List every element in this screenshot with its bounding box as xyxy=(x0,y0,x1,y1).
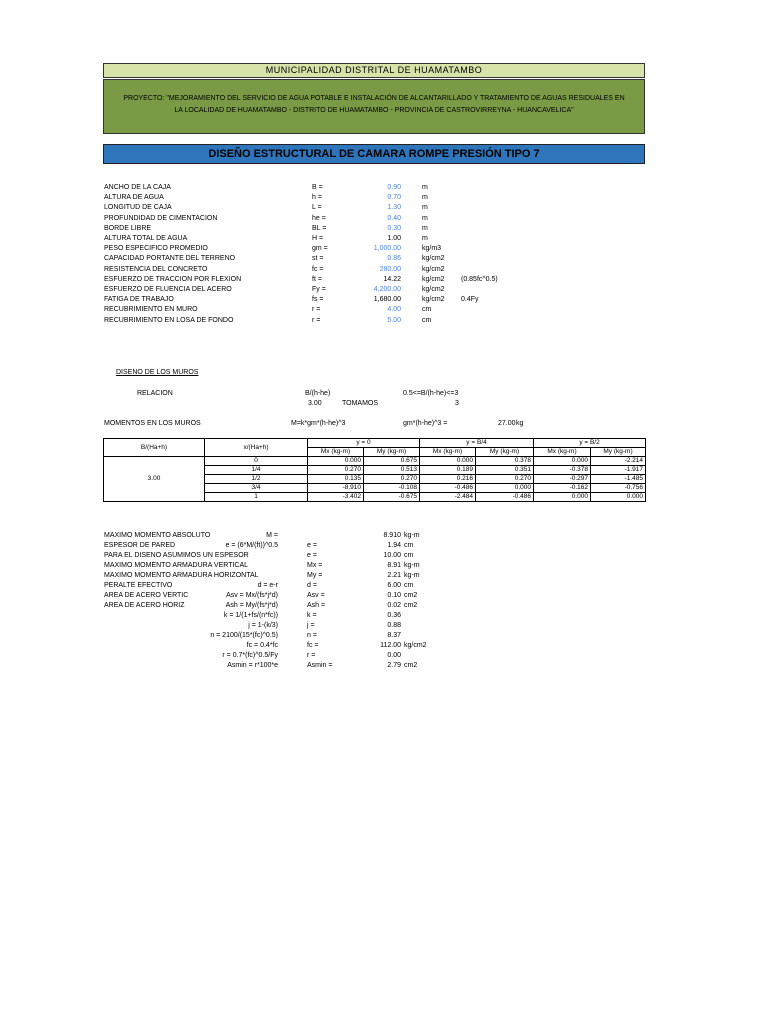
project-line-1: PROYECTO: "MEJORAMIENTO DEL SERVICIO DE AGUA POTABLE E INSTALACIÓN DE ALCANTARILLADO Y TRATAMIENTO DE AGUAS RESIDUALES EN xyxy=(123,95,625,102)
param-label: PESO ESPECIFICO PROMEDIO xyxy=(104,245,208,252)
calc-label: MAXIMO MOMENTO ARMADURA HORIZONTAL xyxy=(104,572,259,579)
param-value: 1.00 xyxy=(387,235,401,242)
relacion-value: 3.00 xyxy=(308,400,322,407)
relacion-label: RELACION xyxy=(137,390,173,397)
param-unit: cm xyxy=(422,317,432,324)
param-label: LONGITUD DE CAJA xyxy=(104,204,172,211)
moment-cell: 0.351 xyxy=(476,466,534,475)
calc-formula: n = 2100/(15*(fc)^0.5) xyxy=(210,632,278,639)
calc-value: 8.910 xyxy=(383,532,401,539)
x-cell: 1/2 xyxy=(205,475,308,484)
param-value: 0.40 xyxy=(387,215,401,222)
moment-cell: 0.270 xyxy=(476,475,534,484)
moment-cell: -0.378 xyxy=(534,466,591,475)
param-value: 0.90 xyxy=(387,184,401,191)
moment-subheader: Mx (kg-m) xyxy=(534,448,591,457)
calc-label: ESPESOR DE PARED xyxy=(104,542,176,549)
param-label: ANCHO DE LA CAJA xyxy=(104,184,171,191)
calc-symbol: Asmin = xyxy=(307,662,333,669)
param-symbol: ft = xyxy=(312,276,322,283)
moment-cell: -0.162 xyxy=(534,484,591,493)
moment-cell: 0.378 xyxy=(476,457,534,466)
param-symbol: r = xyxy=(312,306,321,313)
calc-value: 2.21 xyxy=(387,572,401,579)
moment-cell: -0.486 xyxy=(476,493,534,502)
moments-unit: kg xyxy=(516,420,524,427)
param-symbol: he = xyxy=(312,215,326,222)
param-symbol: fc = xyxy=(312,266,324,273)
moment-cell: 0.000 xyxy=(534,493,591,502)
moment-cell: -0.108 xyxy=(364,484,420,493)
param-symbol: r = xyxy=(312,317,321,324)
col-ratio-header: B/(Ha+h) xyxy=(104,439,205,457)
param-unit: m xyxy=(422,235,428,242)
walls-section-title: DISENO DE LOS MUROS xyxy=(116,369,199,376)
calc-formula: Ash = My/(fs*j*d) xyxy=(225,602,278,609)
moment-subheader: My (kg-m) xyxy=(364,448,420,457)
param-symbol: B = xyxy=(312,184,323,191)
tomamos-label: TOMAMOS xyxy=(342,400,379,407)
calc-symbol: k = xyxy=(307,612,317,619)
calc-unit: kg-m xyxy=(404,562,420,569)
calc-unit: cm2 xyxy=(404,662,418,669)
param-unit: kg/cm2 xyxy=(422,266,445,273)
x-cell: 0 xyxy=(205,457,308,466)
calc-formula: k = 1/(1+fs/(n*fc)) xyxy=(223,612,278,619)
moment-cell: 0.513 xyxy=(364,466,420,475)
param-symbol: L = xyxy=(312,204,322,211)
x-cell: 3/4 xyxy=(205,484,308,493)
param-label: PROFUNDIDAD DE CIMENTACION xyxy=(104,215,218,222)
moment-cell: 0.000 xyxy=(476,484,534,493)
calc-symbol: Asv = xyxy=(307,592,325,599)
param-value: 1.30 xyxy=(387,204,401,211)
page-title: DISEÑO ESTRUCTURAL DE CAMARA ROMPE PRESIÓN TIPO 7 xyxy=(103,144,645,164)
calc-value: 0.00 xyxy=(387,652,401,659)
group-yb2-header: y = B/2 xyxy=(534,439,646,448)
calc-unit: kg-m xyxy=(404,532,420,539)
calc-label: PARA EL DISENO ASUMIMOS UN ESPESOR xyxy=(104,552,249,559)
param-label: RESISTENCIA DEL CONCRETO xyxy=(104,266,208,273)
param-label: BORDE LIBRE xyxy=(104,225,152,232)
relacion-formula: B/(h-he) xyxy=(305,390,331,397)
calc-unit: kg/cm2 xyxy=(404,642,427,649)
moment-subheader: My (kg-m) xyxy=(591,448,646,457)
moment-cell: -2.214 xyxy=(591,457,646,466)
calc-symbol: Mx = xyxy=(307,562,323,569)
calc-label: PERALTE EFECTIVO xyxy=(104,582,173,589)
param-label: ALTURA TOTAL DE AGUA xyxy=(104,235,188,242)
moments-label: MOMENTOS EN LOS MUROS xyxy=(104,420,201,427)
param-symbol: fs = xyxy=(312,296,324,303)
project-line-2: LA LOCALIDAD DE HUAMATAMBO - DISTRITO DE HUAMATAMBO - PROVINCIA DE CASTROVIRREYNA - HUANCAVELICA" xyxy=(174,107,574,114)
moment-cell: -0.675 xyxy=(364,493,420,502)
param-symbol: gm = xyxy=(312,245,328,252)
param-label: CAPACIDAD PORTANTE DEL TERRENO xyxy=(104,255,236,262)
calc-symbol: Ash = xyxy=(307,602,326,609)
param-unit: kg/cm2 xyxy=(422,286,445,293)
param-unit: m xyxy=(422,194,428,201)
calc-value: 0.88 xyxy=(387,622,401,629)
moment-cell: 0.000 xyxy=(420,457,476,466)
param-unit: m xyxy=(422,184,428,191)
param-label: FATIGA DE TRABAJO xyxy=(104,296,174,303)
calc-formula: j = 1-(k/3) xyxy=(248,622,278,629)
moment-cell: -0.297 xyxy=(534,475,591,484)
calc-label: AREA DE ACERO VERTIC xyxy=(104,592,189,599)
moments-value: 27.00 xyxy=(498,420,516,427)
param-symbol: st = xyxy=(312,255,324,262)
calc-value: 10.00 xyxy=(383,552,401,559)
ratio-cell: 3.00 xyxy=(104,457,205,502)
moment-cell: -3.402 xyxy=(308,493,364,502)
moment-cell: 0.675 xyxy=(364,457,420,466)
param-value: 0.86 xyxy=(387,255,401,262)
calc-symbol: e = xyxy=(307,542,317,549)
param-unit: kg/cm2 xyxy=(422,296,445,303)
x-cell: 1/4 xyxy=(205,466,308,475)
param-symbol: h = xyxy=(312,194,322,201)
param-symbol: BL = xyxy=(312,225,327,232)
moment-cell: 0.189 xyxy=(420,466,476,475)
moment-cell: 0.135 xyxy=(308,475,364,484)
moments-formula: M=k*gm*(h-he)^3 xyxy=(291,420,346,427)
calc-unit: cm2 xyxy=(404,592,418,599)
param-unit: cm xyxy=(422,306,432,313)
project-header xyxy=(103,79,645,134)
param-value: 4.00 xyxy=(387,306,401,313)
moment-cell: 0.216 xyxy=(420,475,476,484)
calc-formula: Asv = Mx/(fs*j*d) xyxy=(226,592,278,599)
calc-value: 8.37 xyxy=(387,632,401,639)
moment-subheader: Mx (kg-m) xyxy=(308,448,364,457)
moment-cell: -8.910 xyxy=(308,484,364,493)
calc-label: MAXIMO MOMENTO ARMADURA VERTICAL xyxy=(104,562,249,569)
param-symbol: Fy = xyxy=(312,286,326,293)
tomamos-value: 3 xyxy=(455,400,459,407)
group-y0-header: y = 0 xyxy=(308,439,420,448)
moment-cell: 0.000 xyxy=(308,457,364,466)
calc-formula: e = (6*M/(ft))^0.5 xyxy=(225,542,278,549)
calc-unit: kg-m xyxy=(404,572,420,579)
param-note: (0.85fc^0.5) xyxy=(461,276,498,283)
calc-formula: Asmin = r*100*e xyxy=(227,662,278,669)
moment-cell: -1.917 xyxy=(591,466,646,475)
param-label: ALTURA DE AGUA xyxy=(104,194,164,201)
calc-value: 6.00 xyxy=(387,582,401,589)
param-unit: m xyxy=(422,215,428,222)
moment-cell: -1.485 xyxy=(591,475,646,484)
param-label: RECUBRIMIENTO EN LOSA DE FONDO xyxy=(104,317,234,324)
moment-cell: 0.000 xyxy=(591,493,646,502)
relacion-range: 0.5<=B/(h-he)<=3 xyxy=(403,390,459,397)
param-symbol: H = xyxy=(312,235,324,242)
param-value: 1,000.00 xyxy=(373,245,401,252)
param-unit: kg/cm2 xyxy=(422,276,445,283)
param-label: ESFUERZO DE FLUENCIA DEL ACERO xyxy=(104,286,232,293)
moment-cell: -0.486 xyxy=(420,484,476,493)
calc-symbol: d = xyxy=(307,582,317,589)
calc-value: 1.94 xyxy=(387,542,401,549)
moment-cell: 0.270 xyxy=(308,466,364,475)
group-yb4-header: y = B/4 xyxy=(420,439,534,448)
col-x-header: x/(Ha+h) xyxy=(205,439,308,457)
moment-cell: 0.270 xyxy=(364,475,420,484)
calc-value: 2.79 xyxy=(387,662,401,669)
x-cell: 1 xyxy=(205,493,308,502)
moments-formula-2: gm*(h-he)^3 = xyxy=(403,420,448,427)
calc-symbol: e = xyxy=(307,552,317,559)
param-unit: kg/m3 xyxy=(422,245,442,252)
moment-cell: 0.000 xyxy=(534,457,591,466)
calc-value: 0.10 xyxy=(387,592,401,599)
param-value: 1,680.00 xyxy=(373,296,401,303)
calc-symbol: fc = xyxy=(307,642,319,649)
calc-unit: cm xyxy=(404,582,414,589)
param-value: 14.22 xyxy=(383,276,401,283)
calc-formula: fc = 0.4*fc xyxy=(246,642,278,649)
calc-unit: cm xyxy=(404,552,414,559)
param-note: 0.4Fy xyxy=(461,296,479,303)
param-label: ESFUERZO DE TRACCION POR FLEXION xyxy=(104,276,242,283)
municipality-header: MUNICIPALIDAD DISTRITAL DE HUAMATAMBO xyxy=(103,63,645,78)
calc-symbol: n = xyxy=(307,632,317,639)
calc-symbol: My = xyxy=(307,572,323,579)
calc-value: 0.36 xyxy=(387,612,401,619)
param-value: 0.30 xyxy=(387,225,401,232)
param-unit: m xyxy=(422,204,428,211)
moment-cell: -0.756 xyxy=(591,484,646,493)
param-value: 280.00 xyxy=(379,266,401,273)
moments-table xyxy=(103,438,646,502)
table-row xyxy=(104,457,646,466)
calc-value: 0.02 xyxy=(387,602,401,609)
calc-formula: r = 0.7*(fc)^0.5/Fy xyxy=(222,652,278,659)
calc-value: 8.91 xyxy=(387,562,401,569)
moment-subheader: Mx (kg-m) xyxy=(420,448,476,457)
calc-value: 112.00 xyxy=(380,642,401,649)
calc-symbol: r = xyxy=(307,652,316,659)
calc-label: AREA DE ACERO HORIZ xyxy=(104,602,185,609)
moment-cell: -2.484 xyxy=(420,493,476,502)
param-value: 4,200.00 xyxy=(373,286,401,293)
param-unit: m xyxy=(422,225,428,232)
moment-subheader: My (kg-m) xyxy=(476,448,534,457)
param-label: RECUBRIMIENTO EN MURO xyxy=(104,306,198,313)
calc-label: MAXIMO MOMENTO ABSOLUTO xyxy=(104,532,211,539)
calc-unit: cm2 xyxy=(404,602,418,609)
param-value: 0.70 xyxy=(387,194,401,201)
param-unit: kg/cm2 xyxy=(422,255,445,262)
calc-symbol: j = xyxy=(307,622,315,629)
param-value: 5.00 xyxy=(387,317,401,324)
calc-formula: M = xyxy=(266,532,278,539)
calc-unit: cm xyxy=(404,542,414,549)
calc-formula: d = e-r xyxy=(257,582,278,589)
